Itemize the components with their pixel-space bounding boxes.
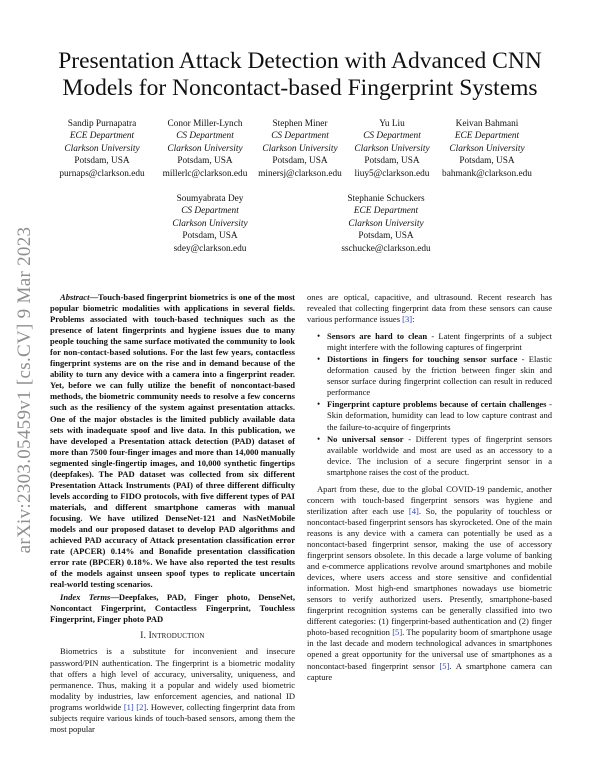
author-location: Potsdam, USA (358, 231, 414, 242)
citation-link[interactable]: [4] (408, 505, 419, 516)
author-email: purnaps@clarkson.edu (59, 168, 145, 179)
author-block (140, 193, 280, 255)
bullet-heading: Distortions in fingers for touching sensor surface (327, 354, 518, 365)
author-block (316, 193, 456, 255)
author-block (427, 118, 547, 180)
author-location: Potsdam, USA (459, 156, 515, 167)
author-univ: Clarkson University (449, 143, 525, 154)
author-univ: Clarkson University (348, 218, 424, 229)
author-block (42, 118, 162, 180)
paper-title-line-2: Models for Noncontact-based Fingerprint Systems (62, 75, 538, 101)
author-email: sschucke@clarkson.edu (341, 243, 431, 254)
author-name: Soumyabrata Dey (176, 194, 244, 204)
author-univ: Clarkson University (262, 143, 338, 154)
author-name: Conor Miller-Lynch (167, 119, 243, 129)
body-text: : (412, 314, 415, 325)
list-item (317, 354, 552, 398)
bullet-text: - Latent fingerprints of a subject might interfere with the following captures of fingerprint (327, 331, 552, 353)
bullet-text: - Different types of fingerprint sensors available worldwide and most are used as an accessory to a device. The inclusion of a secure fingerprint sensor in a smartphone raises the cost of the product. (327, 433, 553, 477)
author-univ: Clarkson University (64, 143, 140, 154)
citation-link[interactable]: [5] (439, 660, 450, 671)
index-terms (50, 592, 295, 625)
issues-list (307, 331, 552, 478)
list-item (317, 331, 552, 353)
left-column (50, 292, 295, 735)
author-name: Keivan Bahmani (455, 119, 519, 129)
citation-link[interactable]: [3] (402, 314, 413, 325)
list-item (317, 434, 552, 478)
author-dept: ECE Department (353, 206, 419, 217)
body-text: ones are optical, capacitive, and ultrasound. Recent research has revealed that collecting fingerprint data from these sensors can cause various performance issues (307, 292, 552, 325)
intro-text: . However, collecting fingerprint data from subjects require various kinds of touch-based sensors, among them the most popular (50, 701, 296, 734)
bullet-heading: Sensors are hard to clean (327, 331, 428, 342)
abstract (50, 292, 295, 590)
author-dept: CS Department (181, 206, 239, 217)
abstract-lead: Abstract (60, 292, 90, 302)
body-text: Apart from these, due to the global COVID-19 pandemic, another concern with touch-based fingerprint sensors was hygiene and sterilization after each use (307, 483, 552, 516)
citation-link[interactable]: [5] (392, 627, 403, 638)
paper-title-line-1: Presentation Attack Detection with Advanced CNN (58, 48, 542, 74)
arxiv-identifier: arXiv:2303.05459v1 [cs.CV] 9 Mar 2023 (14, 226, 35, 554)
author-name: Yu Liu (379, 119, 405, 129)
index-terms-lead: Index Terms (60, 592, 111, 603)
body-text: . So, the popularity of touchless or noncontact-based fingerprint sensors has skyrocketed. One of the main reasons is any device with a camera can potentially be used as a noncontact-based fingerprint sensor, making the use of accessory fingerprint sensors obsolete. In this decade a large volume of banking and e-commerce applications revolve around smartphones and mobile devices, where users access and store sensitive and confidential information. Most high-end smartphones nowadays use biometric sensors to verify authorized users. Presently, smartphone-based fingerprint recognition systems can be generally classified into two different categories: (1) fingerprint-based authentication and (2) finger photo-based recognition (307, 505, 552, 638)
author-dept: CS Department (176, 131, 234, 142)
index-terms-text: —Deepfakes, PAD, Finger photo, DenseNet, Noncontact Fingerprint, Contactless Fingerprint, Touchless Fingerprint, Finger photo PAD (50, 592, 296, 625)
author-name: Sandip Purnapatra (67, 119, 137, 129)
right-paragraph (307, 292, 552, 325)
author-name: Stephen Miner (272, 119, 328, 129)
citation-link[interactable]: [1] (123, 701, 134, 712)
author-email: sdey@clarkson.edu (173, 243, 247, 254)
author-dept: ECE Department (69, 131, 135, 142)
author-email: millerlc@clarkson.edu (162, 168, 248, 179)
author-email: minersj@clarkson.edu (258, 168, 342, 179)
abstract-text: —Touch-based fingerprint biometrics is one of the most popular biometric modalities with applications in several fields. Problems associated with touch-based techniques such as the presence of latent fingerprints and hygiene issues due to many people touching the same surface motivated the community to look for non-contact-based solutions. For the last few years, contactless fingerprint systems are on the rise and in demand because of the ability to turn any device with a camera into a fingerprint reader. Yet, before we can fully utilize the benefit of noncontact-based methods, the biometric community needs to resolve a few concerns such as the resiliency of the system against presentation attacks. One of the major obstacles is the limited publicly available data sets with inadequate spoof and live data. In this publication, we have developed a Presentation attack detection (PAD) dataset of more than 7500 four-finger images and more than 14,000 manually segmented single-fingertip images, and 10,000 synthetic fingertips (deepfakes). The PAD dataset was collected from six different Presentation Attack Instruments (PAI) of three different difficulty levels according to FIDO protocols, with five different types of PAI materials, and different smartphone cameras with manual focusing. We have utilized DenseNet-121 and NasNetMobile models and our proposed dataset to develop PAD algorithms and achieved PAD accuracy of Attack presentation classification error rate (APCER) 0.14% and Bonafide presentation classification error rate (BPCER) 0.18%. We have also reported the test results of the models against unseen spoof types to replicate uncertain real-world testing scenarios. (50, 292, 295, 590)
body-text: . A smartphone camera can capture (307, 660, 552, 682)
bullet-heading: Fingerprint capture problems because of certain challenges (327, 399, 547, 410)
author-location: Potsdam, USA (364, 156, 420, 167)
list-item (317, 399, 552, 432)
author-email: bahmank@clarkson.edu (442, 168, 532, 179)
author-location: Potsdam, USA (74, 156, 130, 167)
right-paragraph (307, 484, 552, 683)
author-location: Potsdam, USA (177, 156, 233, 167)
body-text: . The popularity boom of smartphone usage in the last decade and modern technological advances in smartphones opened a great opportunity for the universal use of smartphones as a noncontact-based fingerprint sensor (307, 627, 552, 671)
bullet-heading: No universal sensor (327, 433, 404, 444)
author-dept: CS Department (271, 131, 329, 142)
section-heading-introduction: I. Introduction (140, 631, 205, 642)
author-univ: Clarkson University (354, 143, 430, 154)
author-name: Stephanie Schuckers (347, 194, 425, 204)
author-location: Potsdam, USA (272, 156, 328, 167)
intro-text: Biometrics is a substitute for inconvenient and insecure password/PIN authentication. The fingerprint is a biometric modality that offers a high level of accuracy, universality, uniqueness, and permanence. Thus, making it a popular and widely used biometric modality by industries, law enforcement agencies, and national ID programs worldwide (50, 646, 295, 712)
bullet-text: - Elastic deformation caused by the friction between finger skin and sensor surface during fingerprint collection can result in reduced performance (327, 354, 552, 398)
author-univ: Clarkson University (172, 218, 248, 229)
arxiv-sidebar (10, 210, 40, 570)
author-email: liuy5@clarkson.edu (354, 168, 430, 179)
author-dept: CS Department (363, 131, 421, 142)
citation-link[interactable]: [2] (136, 701, 147, 712)
paper-title (30, 48, 570, 102)
intro-paragraph (50, 646, 295, 734)
right-column (307, 292, 552, 683)
author-location: Potsdam, USA (182, 231, 238, 242)
author-dept: ECE Department (454, 131, 520, 142)
author-univ: Clarkson University (167, 143, 243, 154)
bullet-text: - Skin deformation, humidity can lead to low capture contrast and the failure-to-acquire of fingerprints (327, 399, 552, 432)
